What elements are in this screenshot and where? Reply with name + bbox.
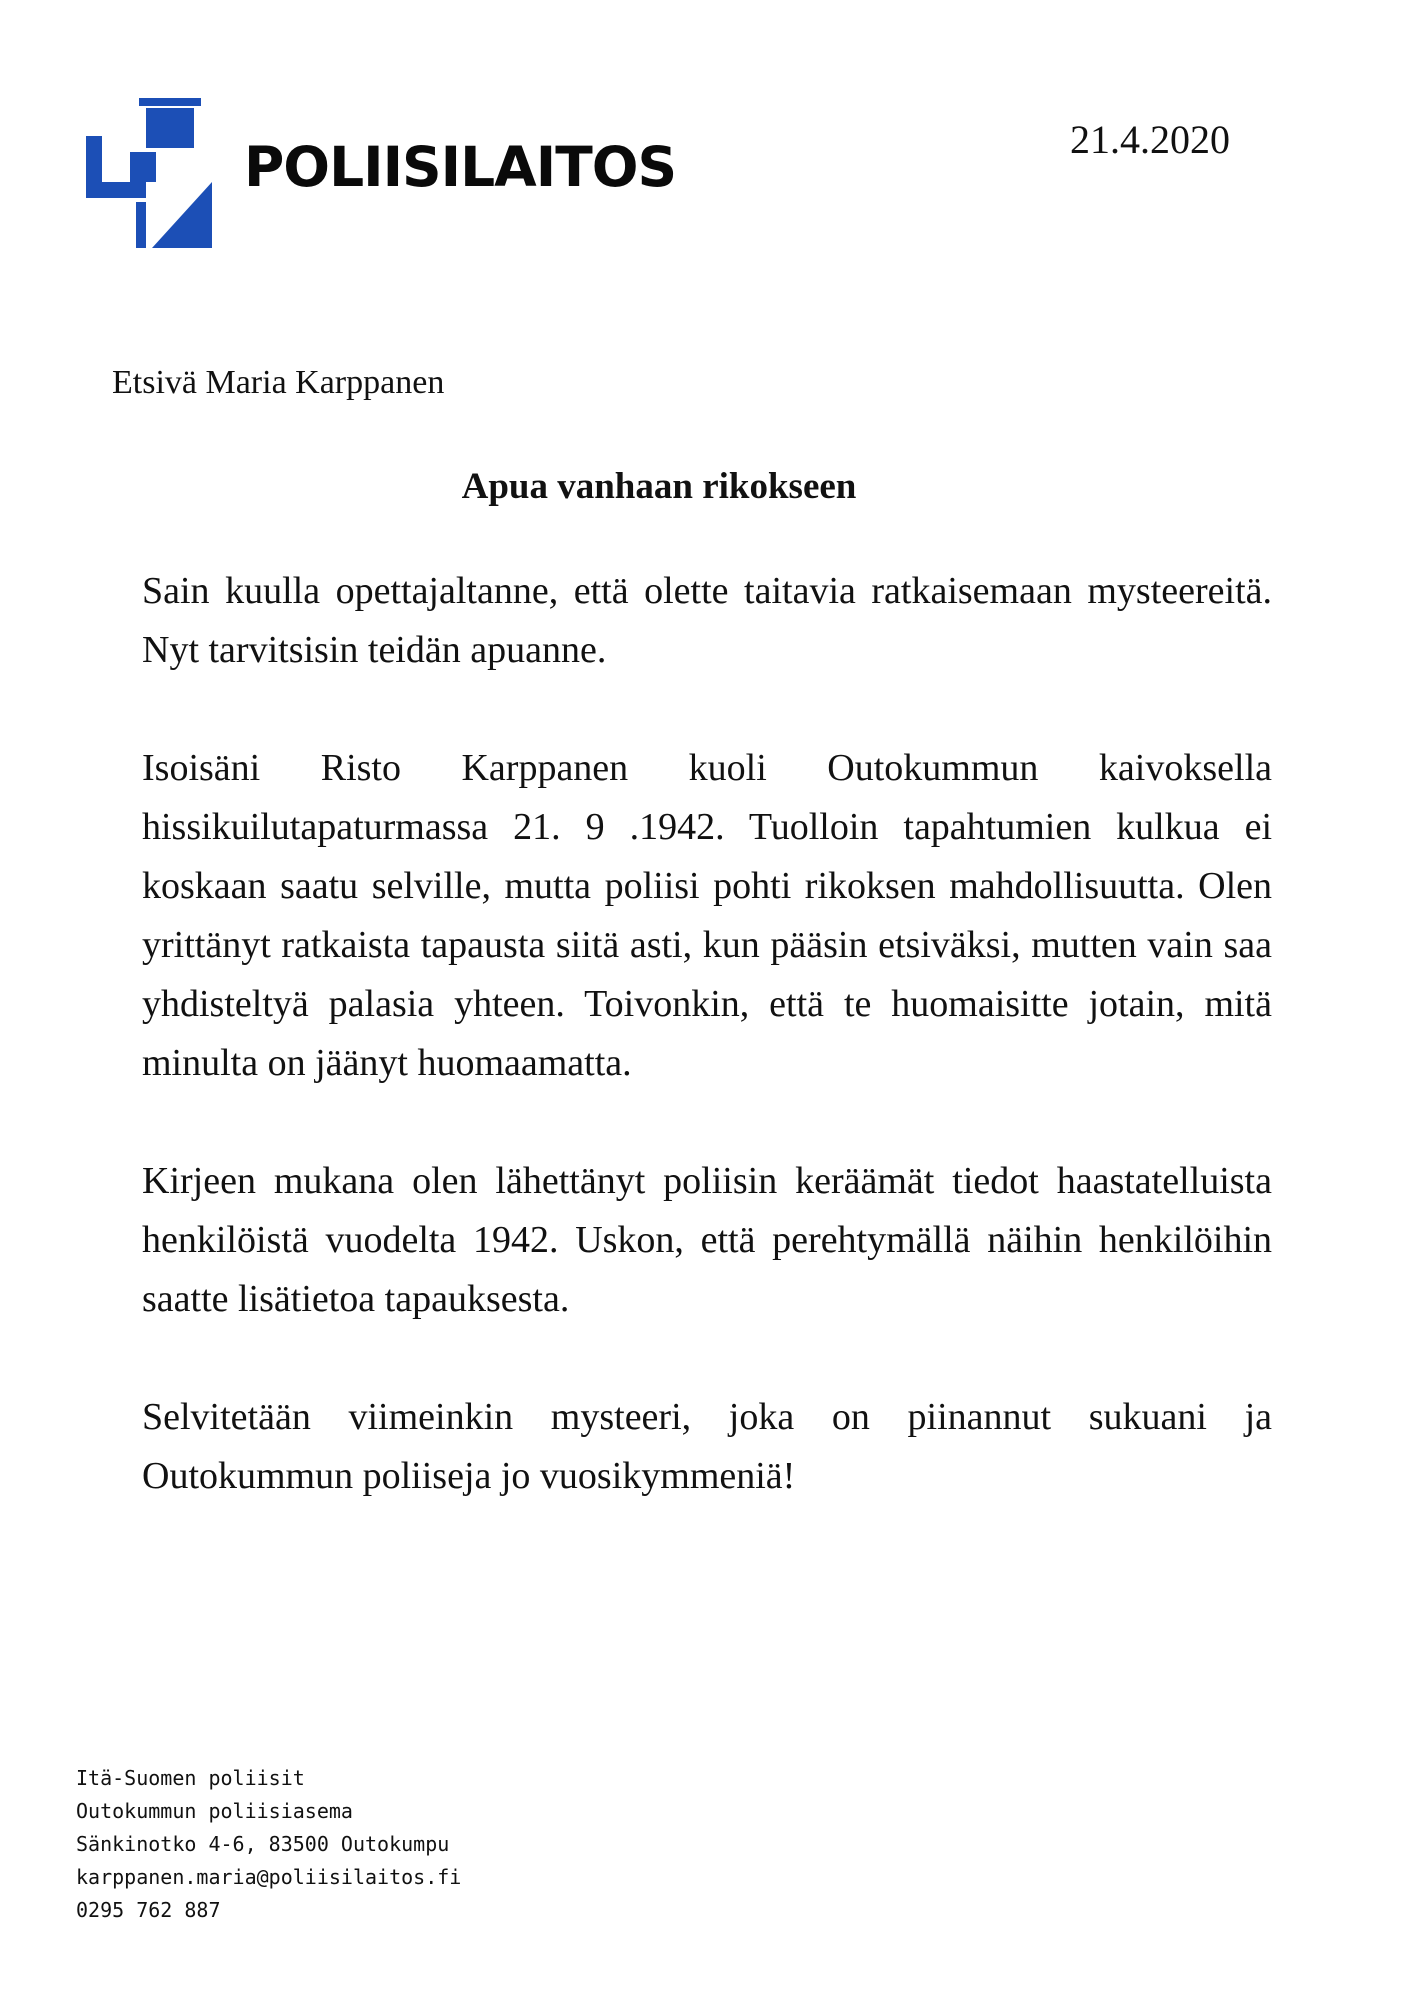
footer-station: Outokummun poliisiasema [76, 1799, 353, 1823]
footer-email: karppanen.maria@poliisilaitos.fi [76, 1865, 462, 1889]
paragraph-4: Selvitetään viimeinkin mysteeri, joka on piinannut sukuani ja Outokummun poliiseja jo vuosikymmeniä! [142, 1396, 1272, 1497]
letter-body [142, 562, 1272, 1565]
footer-address: Sänkinotko 4-6, 83500 Outokumpu [76, 1832, 450, 1856]
footer-phone: 0295 762 887 [76, 1898, 221, 1922]
police-officer-logo-icon [86, 98, 216, 248]
footer-organization: Itä-Suomen poliisit [76, 1766, 305, 1790]
contact-footer [76, 1762, 461, 1927]
paragraph-1: Sain kuulla opettajaltanne, että olette taitavia ratkaisemaan mysteereitä. Nyt tarvitsisin teidän apuanne. [142, 570, 1272, 671]
letter-date: 21.4.2020 [1070, 117, 1230, 162]
recipient: Etsivä Maria Karppanen [112, 364, 445, 401]
subject-heading: Apua vanhaan rikokseen [461, 466, 857, 507]
paragraph-2: Isoisäni Risto Karppanen kuoli Outokummun kaivoksella hissikuilutapaturmassa 21. 9 .1942. Tuolloin tapahtumien kulkua ei koskaan saatu selville, mutta poliisi pohti rikoksen mahdollisuutta. Olen yrittänyt ratkaista tapausta siitä asti, kun pääsin etsiväksi, mutten vain saa yhdisteltyä palasia yhteen. Toivonkin, että te huomaisitte jotain, mitä minulta on jäänyt huomaamatta. [142, 747, 1272, 1084]
brand-name: POLIISILAITOS [244, 135, 677, 199]
paragraph-3: Kirjeen mukana olen lähettänyt poliisin keräämät tiedot haastatelluista henkilöistä vuodelta 1942. Uskon, että perehtymällä näihin henkilöihin saatte lisätietoa tapauksesta. [142, 1160, 1272, 1320]
